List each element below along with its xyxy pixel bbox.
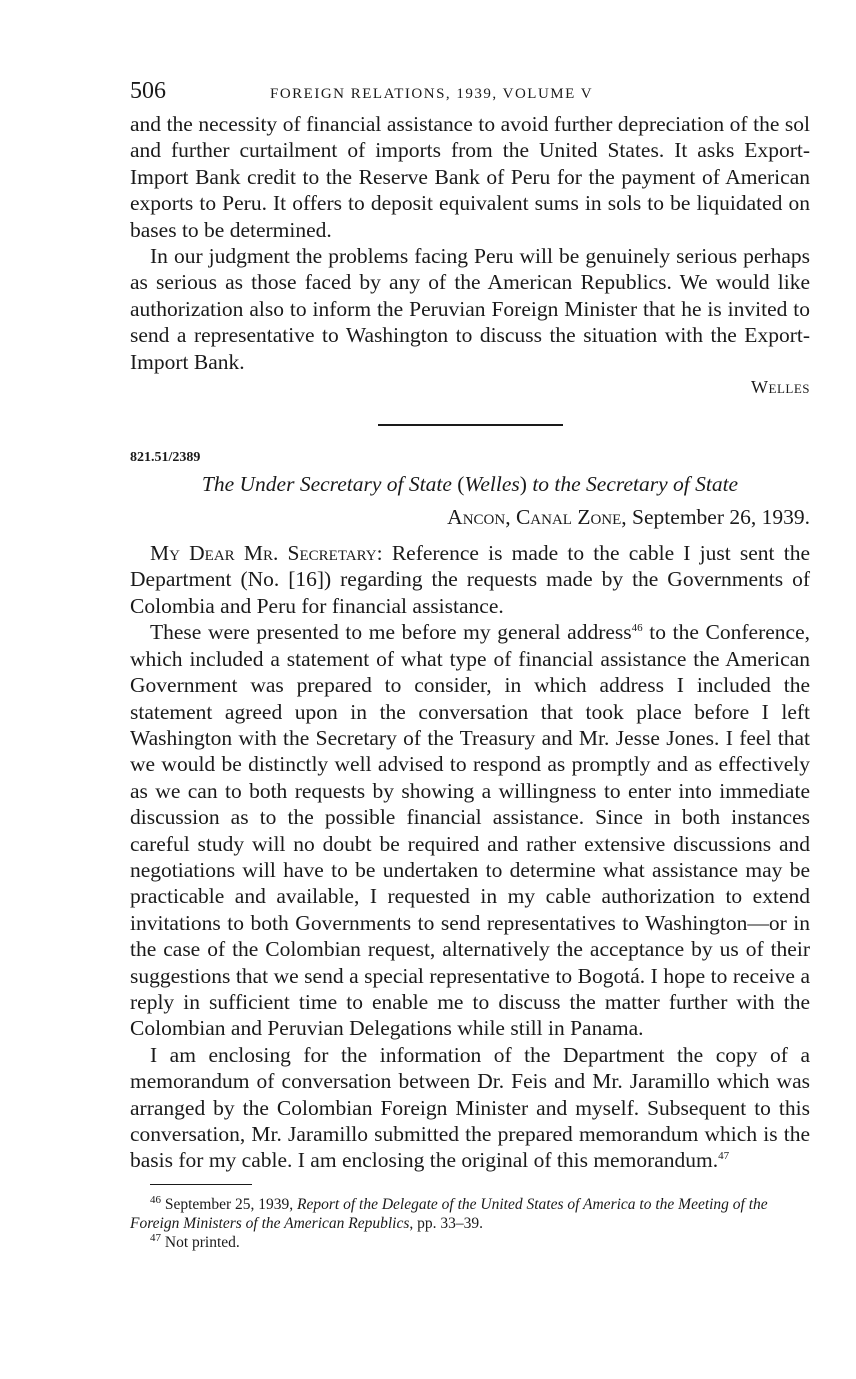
section-divider xyxy=(378,424,563,426)
footnote-text-a: Not printed. xyxy=(161,1233,240,1251)
footnote-marker: 46 xyxy=(150,1193,161,1206)
paragraph-2-text-a: These were presented to me before my general address xyxy=(150,620,632,645)
letter-paragraph-1 xyxy=(130,540,810,619)
dateline xyxy=(130,505,810,530)
footnote-text-a: September 25, 1939, xyxy=(161,1195,298,1213)
paragraph-3-text: I am enclosing for the information of the Department the copy of a memorandum of conversation between Dr. Feis and Mr. Jaramillo which was arranged by the Colombian Foreign Minister and myself. Subsequent to this conversation, Mr. Jaramillo submitted the prepared memorandum which is the basis for my cable. I am enclosing the original of this memorandum. xyxy=(130,1042,810,1173)
footnote-ref-46: 46 xyxy=(631,622,643,635)
footnote-text-b: , pp. 33–39. xyxy=(409,1214,484,1232)
footnote-46 xyxy=(130,1195,810,1233)
title-name: Welles xyxy=(464,472,520,497)
continued-paragraph: and the necessity of financial assistance to avoid further depreciation of the sol and further curtailment of imports from the United States. It asks Export-Import Bank credit to the Reserve Bank of Peru for the payment of American exports to Peru. It offers to deposit equivalent sums in sols to be liquidated on bases to be determined. xyxy=(130,112,810,242)
running-header xyxy=(130,78,810,105)
footnote-47 xyxy=(130,1233,810,1252)
signature: Welles xyxy=(751,377,810,398)
file-number: 821.51/2389 xyxy=(130,450,201,466)
salutation: My Dear Mr. Secretary xyxy=(150,541,377,566)
letter-paragraph-2 xyxy=(130,619,810,1042)
dateline-date: , September 26, 1939. xyxy=(621,505,810,530)
title-part-2: to the Secretary of State xyxy=(532,472,739,497)
dateline-place-1: Ancon xyxy=(447,505,506,530)
footnote-marker: 47 xyxy=(150,1231,161,1244)
dateline-sep: , xyxy=(505,505,516,530)
page-number: 506 xyxy=(130,78,166,104)
title-paren-close: ) xyxy=(519,472,533,497)
title-paren-open: ( xyxy=(451,472,465,497)
judgment-paragraph: In our judgment the problems facing Peru will be genuinely serious perhaps as serious as those faced by any of the American Republics. We would like authorization also to inform the Peruvian Foreign Minister that he is invited to send a representative to Washington to discuss the situation with the Export-Import Bank. xyxy=(130,244,810,374)
title-part-1: The Under Secretary of State xyxy=(201,472,452,497)
running-title: FOREIGN RELATIONS, 1939, VOLUME V xyxy=(270,86,594,102)
footnote-rule xyxy=(150,1184,252,1185)
dateline-place-2: Canal Zone xyxy=(515,505,622,530)
paragraph-2-text-b: to the Conference, which included a statement of what type of financial assistance the American Government was prepared to consider, in which address I included the statement agreed upon in the conversation that took place before I left Washington with the Secretary of the Treasury and Mr. Jesse Jones. I feel that we would be distinctly well advised to respond as promptly and as effectively as we can to both requests by showing a willingness to enter into immediate discussion as to the possible financial assistance. Since in both instances careful study will no doubt be required and rather extensive discussions and negotiations will have to be undertaken to determine what assistance may be practicable and available, I requested in my cable authorization to extend invitations to both Governments to send representatives to Washington—or in the case of the Colombian request, alternatively the acceptance by us of their suggestions that we send a special representative to Bogotá. I hope to receive a reply in sufficient time to enable me to discuss the matter further with the Colombian and Peruvian Delegations while still in Panama. xyxy=(130,620,810,1041)
footnote-italic: Report of the Delegate of the United States of America to the Meeting of the Foreign Ministers of the American Republics xyxy=(130,1195,768,1232)
letter-paragraph-3 xyxy=(130,1042,810,1174)
salutation-colon: : xyxy=(376,541,392,566)
document-title xyxy=(130,472,810,497)
footnote-ref-47: 47 xyxy=(718,1150,730,1163)
paragraph-1-text: Reference is made to the cable I just sent the Department (No. [16]) regarding the requests made by the Governments of Colombia and Peru for financial assistance. xyxy=(130,541,810,618)
